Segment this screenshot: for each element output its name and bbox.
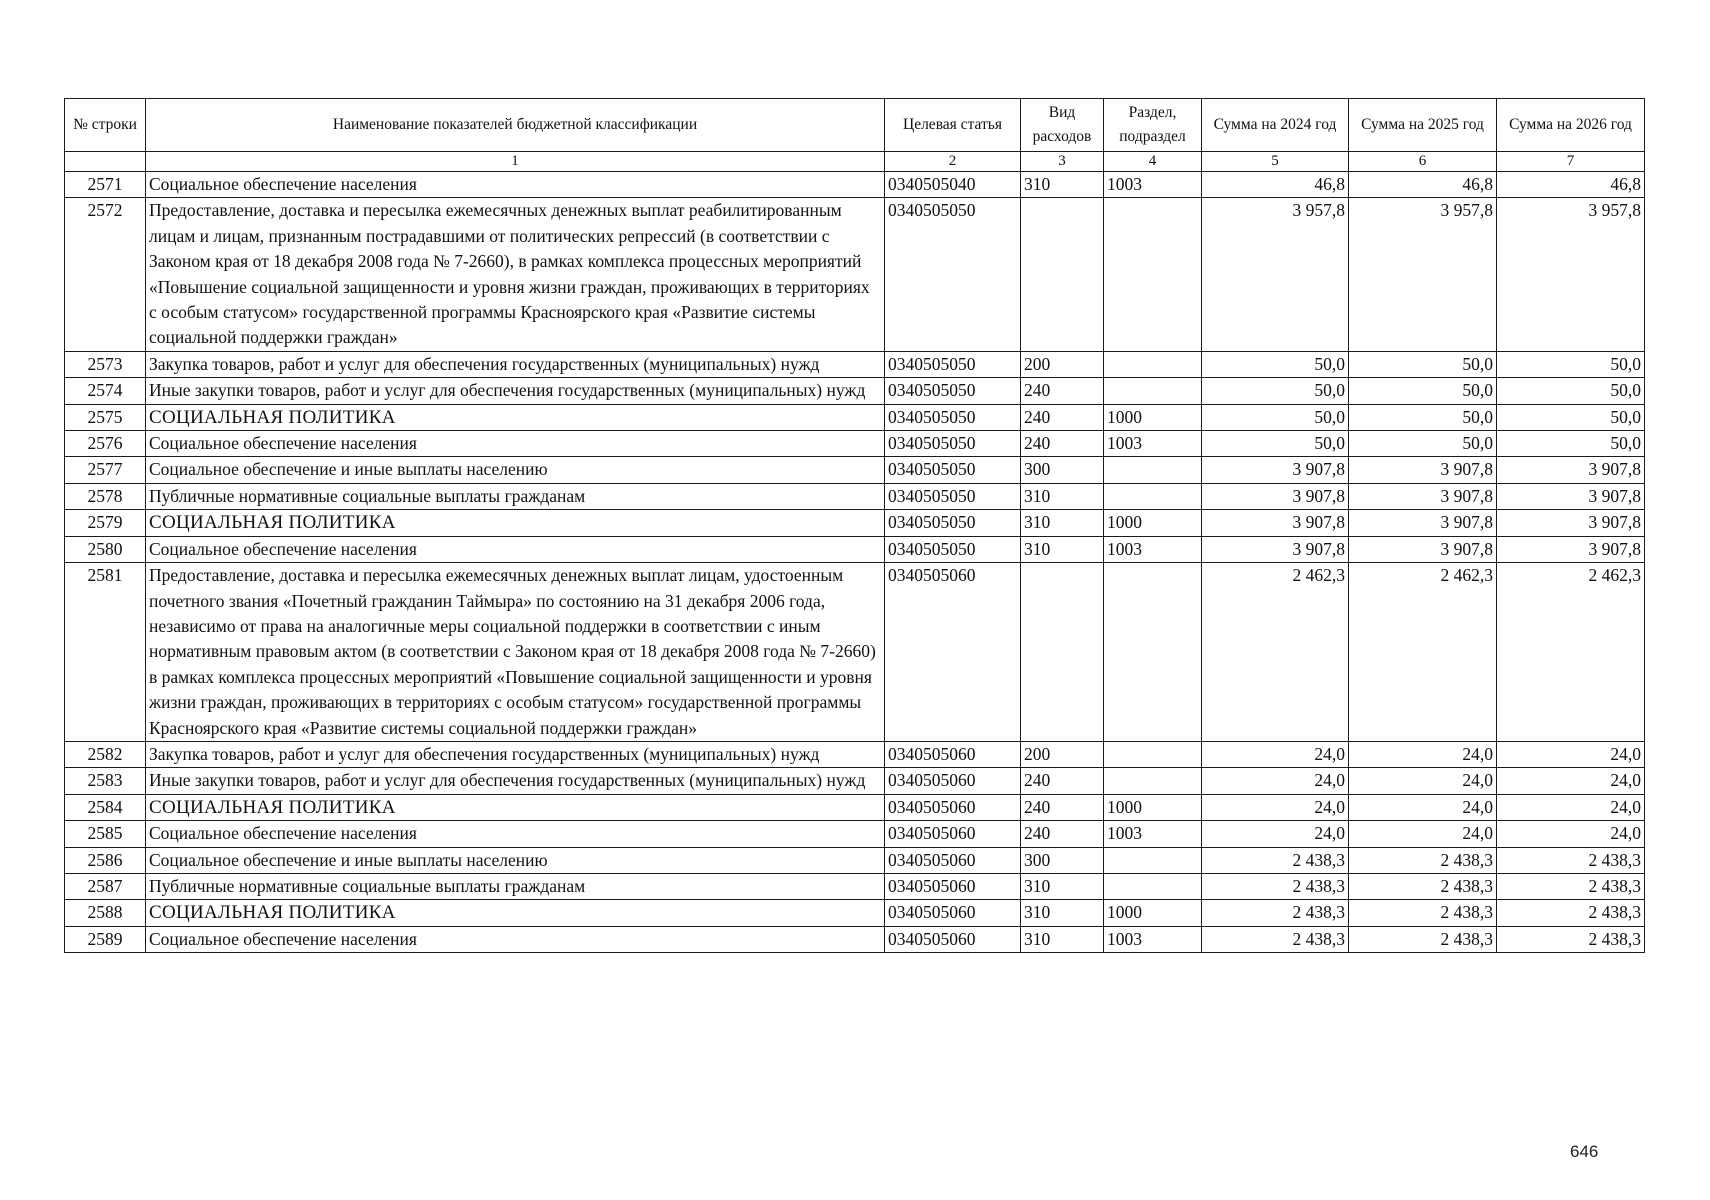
- sum-2025-cell: 3 907,8: [1349, 510, 1497, 536]
- header-row: [65, 99, 1645, 152]
- sum-2024-cell: 24,0: [1202, 741, 1349, 767]
- table-row: [65, 483, 1645, 509]
- table-row: [65, 926, 1645, 952]
- table-row: [65, 847, 1645, 873]
- sum-2024-cell: 2 438,3: [1202, 873, 1349, 899]
- header-row-no: № строки: [65, 99, 146, 152]
- section-cell: 1003: [1104, 536, 1202, 562]
- sum-2024-cell: 2 438,3: [1202, 900, 1349, 926]
- expense-kind-cell: 310: [1021, 900, 1104, 926]
- header-kind: Вид расходов: [1021, 99, 1104, 152]
- row-number-cell: 2582: [65, 741, 146, 767]
- table-row: [65, 172, 1645, 198]
- table-row: [65, 900, 1645, 926]
- target-article-cell: 0340505060: [885, 821, 1021, 847]
- sum-2024-cell: 24,0: [1202, 794, 1349, 820]
- indicator-name-cell: Предоставление, доставка и пересылка ежемесячных денежных выплат лицам, удостоенным почетного звания «Почетный гражданин Таймыра» по состоянию на 31 декабря 2006 года, независимо от права на аналогичные меры социальной поддержки в соответствии с иным нормативным правовым актом (в соответствии с Законом края от 18 декабря 2008 года № 7-2660) в рамках комплекса процессных мероприятий «Повышение социальной защищенности и уровня жизни граждан, проживающих в территориях с особым статусом» государственной программы Красноярского края «Развитие системы социальной поддержки граждан»: [146, 563, 885, 742]
- table-row: [65, 457, 1645, 483]
- sum-2024-cell: 2 438,3: [1202, 926, 1349, 952]
- row-number-cell: 2588: [65, 900, 146, 926]
- row-number-cell: 2581: [65, 563, 146, 742]
- expense-kind-cell: 300: [1021, 847, 1104, 873]
- expense-kind-cell: 240: [1021, 821, 1104, 847]
- sum-2025-cell: 3 907,8: [1349, 457, 1497, 483]
- sum-2025-cell: 24,0: [1349, 794, 1497, 820]
- sum-2025-cell: 2 438,3: [1349, 900, 1497, 926]
- row-number-cell: 2576: [65, 431, 146, 457]
- row-number-cell: 2589: [65, 926, 146, 952]
- table-row: [65, 536, 1645, 562]
- row-number-cell: 2580: [65, 536, 146, 562]
- sum-2024-cell: 50,0: [1202, 404, 1349, 430]
- target-article-cell: 0340505060: [885, 741, 1021, 767]
- sum-2026-cell: 2 438,3: [1497, 847, 1645, 873]
- indicator-name-cell: Публичные нормативные социальные выплаты гражданам: [146, 483, 885, 509]
- sum-2026-cell: 3 907,8: [1497, 536, 1645, 562]
- target-article-cell: 0340505050: [885, 457, 1021, 483]
- sum-2026-cell: 50,0: [1497, 351, 1645, 377]
- expense-kind-cell: 310: [1021, 483, 1104, 509]
- column-number: [65, 152, 146, 172]
- sum-2025-cell: 2 438,3: [1349, 873, 1497, 899]
- row-number-cell: 2571: [65, 172, 146, 198]
- row-number-cell: 2579: [65, 510, 146, 536]
- sum-2026-cell: 46,8: [1497, 172, 1645, 198]
- sum-2024-cell: 3 907,8: [1202, 483, 1349, 509]
- section-cell: [1104, 873, 1202, 899]
- section-cell: 1003: [1104, 821, 1202, 847]
- row-number-cell: 2572: [65, 198, 146, 351]
- sum-2026-cell: 50,0: [1497, 378, 1645, 404]
- section-cell: [1104, 457, 1202, 483]
- table-row: [65, 563, 1645, 742]
- sum-2026-cell: 24,0: [1497, 768, 1645, 794]
- row-number-cell: 2583: [65, 768, 146, 794]
- sum-2026-cell: 50,0: [1497, 431, 1645, 457]
- expense-kind-cell: 240: [1021, 378, 1104, 404]
- section-cell: 1000: [1104, 794, 1202, 820]
- section-cell: [1104, 768, 1202, 794]
- section-cell: 1003: [1104, 926, 1202, 952]
- sum-2025-cell: 3 957,8: [1349, 198, 1497, 351]
- target-article-cell: 0340505060: [885, 926, 1021, 952]
- indicator-name-cell: Иные закупки товаров, работ и услуг для обеспечения государственных (муниципальных) нужд: [146, 378, 885, 404]
- indicator-name-cell: Социальное обеспечение населения: [146, 431, 885, 457]
- expense-kind-cell: 300: [1021, 457, 1104, 483]
- sum-2024-cell: 3 907,8: [1202, 536, 1349, 562]
- sum-2026-cell: 24,0: [1497, 741, 1645, 767]
- expense-kind-cell: 200: [1021, 741, 1104, 767]
- indicator-name-cell: СОЦИАЛЬНАЯ ПОЛИТИКА: [146, 900, 885, 926]
- target-article-cell: 0340505050: [885, 378, 1021, 404]
- sum-2026-cell: 3 957,8: [1497, 198, 1645, 351]
- header-section: Раздел, подраздел: [1104, 99, 1202, 152]
- expense-kind-cell: 240: [1021, 404, 1104, 430]
- sum-2025-cell: 3 907,8: [1349, 536, 1497, 562]
- table-row: [65, 741, 1645, 767]
- expense-kind-cell: 240: [1021, 431, 1104, 457]
- sum-2024-cell: 3 907,8: [1202, 457, 1349, 483]
- sum-2024-cell: 2 462,3: [1202, 563, 1349, 742]
- row-number-cell: 2586: [65, 847, 146, 873]
- indicator-name-cell: Публичные нормативные социальные выплаты гражданам: [146, 873, 885, 899]
- indicator-name-cell: Закупка товаров, работ и услуг для обеспечения государственных (муниципальных) нужд: [146, 741, 885, 767]
- expense-kind-cell: 240: [1021, 768, 1104, 794]
- sum-2025-cell: 24,0: [1349, 741, 1497, 767]
- header-target: Целевая статья: [885, 99, 1021, 152]
- target-article-cell: 0340505050: [885, 431, 1021, 457]
- expense-kind-cell: 200: [1021, 351, 1104, 377]
- indicator-name-cell: Социальное обеспечение населения: [146, 821, 885, 847]
- sum-2025-cell: 2 462,3: [1349, 563, 1497, 742]
- sum-2024-cell: 2 438,3: [1202, 847, 1349, 873]
- sum-2024-cell: 50,0: [1202, 431, 1349, 457]
- column-number: 6: [1349, 152, 1497, 172]
- sum-2025-cell: 24,0: [1349, 768, 1497, 794]
- row-number-cell: 2587: [65, 873, 146, 899]
- sum-2025-cell: 2 438,3: [1349, 926, 1497, 952]
- page-number: 646: [1570, 1142, 1599, 1161]
- table-row: [65, 198, 1645, 351]
- expense-kind-cell: 240: [1021, 794, 1104, 820]
- column-number: 2: [885, 152, 1021, 172]
- target-article-cell: 0340505050: [885, 404, 1021, 430]
- sum-2025-cell: 46,8: [1349, 172, 1497, 198]
- sum-2026-cell: 24,0: [1497, 794, 1645, 820]
- indicator-name-cell: СОЦИАЛЬНАЯ ПОЛИТИКА: [146, 404, 885, 430]
- sum-2026-cell: 2 438,3: [1497, 873, 1645, 899]
- target-article-cell: 0340505050: [885, 351, 1021, 377]
- table-row: [65, 794, 1645, 820]
- table-row: [65, 404, 1645, 430]
- indicator-name-cell: Закупка товаров, работ и услуг для обеспечения государственных (муниципальных) нужд: [146, 351, 885, 377]
- column-number: 7: [1497, 152, 1645, 172]
- sum-2024-cell: 24,0: [1202, 821, 1349, 847]
- section-cell: [1104, 847, 1202, 873]
- expense-kind-cell: [1021, 198, 1104, 351]
- section-cell: [1104, 198, 1202, 351]
- indicator-name-cell: Социальное обеспечение населения: [146, 172, 885, 198]
- target-article-cell: 0340505040: [885, 172, 1021, 198]
- section-cell: [1104, 351, 1202, 377]
- indicator-name-cell: Социальное обеспечение и иные выплаты населению: [146, 847, 885, 873]
- sum-2024-cell: 24,0: [1202, 768, 1349, 794]
- target-article-cell: 0340505060: [885, 768, 1021, 794]
- expense-kind-cell: 310: [1021, 873, 1104, 899]
- section-cell: 1003: [1104, 431, 1202, 457]
- section-cell: 1000: [1104, 510, 1202, 536]
- header-sum-2024: Сумма на 2024 год: [1202, 99, 1349, 152]
- sum-2025-cell: 50,0: [1349, 351, 1497, 377]
- sum-2026-cell: 3 907,8: [1497, 483, 1645, 509]
- table-row: [65, 821, 1645, 847]
- sum-2026-cell: 3 907,8: [1497, 510, 1645, 536]
- column-number: 1: [146, 152, 885, 172]
- target-article-cell: 0340505060: [885, 847, 1021, 873]
- budget-table: [64, 98, 1645, 953]
- sum-2025-cell: 50,0: [1349, 431, 1497, 457]
- column-number: 4: [1104, 152, 1202, 172]
- row-number-cell: 2573: [65, 351, 146, 377]
- row-number-cell: 2584: [65, 794, 146, 820]
- column-number-row: [65, 152, 1645, 172]
- header-name: Наименование показателей бюджетной классификации: [146, 99, 885, 152]
- column-number: 5: [1202, 152, 1349, 172]
- section-cell: [1104, 563, 1202, 742]
- sum-2025-cell: 3 907,8: [1349, 483, 1497, 509]
- sum-2026-cell: 3 907,8: [1497, 457, 1645, 483]
- sum-2025-cell: 50,0: [1349, 404, 1497, 430]
- table-body: [65, 172, 1645, 953]
- indicator-name-cell: Социальное обеспечение населения: [146, 536, 885, 562]
- sum-2024-cell: 3 907,8: [1202, 510, 1349, 536]
- sum-2026-cell: 2 438,3: [1497, 900, 1645, 926]
- target-article-cell: 0340505060: [885, 794, 1021, 820]
- expense-kind-cell: 310: [1021, 926, 1104, 952]
- row-number-cell: 2574: [65, 378, 146, 404]
- header-sum-2025: Сумма на 2025 год: [1349, 99, 1497, 152]
- table-row: [65, 378, 1645, 404]
- target-article-cell: 0340505050: [885, 510, 1021, 536]
- indicator-name-cell: Иные закупки товаров, работ и услуг для обеспечения государственных (муниципальных) нужд: [146, 768, 885, 794]
- sum-2026-cell: 2 462,3: [1497, 563, 1645, 742]
- target-article-cell: 0340505060: [885, 563, 1021, 742]
- section-cell: [1104, 483, 1202, 509]
- sum-2026-cell: 2 438,3: [1497, 926, 1645, 952]
- sum-2025-cell: 2 438,3: [1349, 847, 1497, 873]
- sum-2025-cell: 50,0: [1349, 378, 1497, 404]
- column-number: 3: [1021, 152, 1104, 172]
- sum-2025-cell: 24,0: [1349, 821, 1497, 847]
- indicator-name-cell: Социальное обеспечение населения: [146, 926, 885, 952]
- table-row: [65, 768, 1645, 794]
- section-cell: [1104, 741, 1202, 767]
- target-article-cell: 0340505050: [885, 198, 1021, 351]
- section-cell: 1003: [1104, 172, 1202, 198]
- table-row: [65, 431, 1645, 457]
- sum-2026-cell: 50,0: [1497, 404, 1645, 430]
- sum-2024-cell: 46,8: [1202, 172, 1349, 198]
- target-article-cell: 0340505060: [885, 873, 1021, 899]
- sum-2026-cell: 24,0: [1497, 821, 1645, 847]
- expense-kind-cell: [1021, 563, 1104, 742]
- row-number-cell: 2575: [65, 404, 146, 430]
- indicator-name-cell: СОЦИАЛЬНАЯ ПОЛИТИКА: [146, 794, 885, 820]
- section-cell: 1000: [1104, 900, 1202, 926]
- row-number-cell: 2577: [65, 457, 146, 483]
- sum-2024-cell: 50,0: [1202, 378, 1349, 404]
- expense-kind-cell: 310: [1021, 172, 1104, 198]
- row-number-cell: 2585: [65, 821, 146, 847]
- expense-kind-cell: 310: [1021, 510, 1104, 536]
- table-row: [65, 351, 1645, 377]
- indicator-name-cell: Предоставление, доставка и пересылка ежемесячных денежных выплат реабилитированным лицам и лицам, признанным пострадавшими от политических репрессий (в соответствии с Законом края от 18 декабря 2008 года № 7-2660), в рамках комплекса процессных мероприятий «Повышение социальной защищенности и уровня жизни граждан, проживающих в территориях с особым статусом» государственной программы Красноярского края «Развитие системы социальной поддержки граждан»: [146, 198, 885, 351]
- section-cell: 1000: [1104, 404, 1202, 430]
- target-article-cell: 0340505050: [885, 483, 1021, 509]
- table-row: [65, 873, 1645, 899]
- indicator-name-cell: Социальное обеспечение и иные выплаты населению: [146, 457, 885, 483]
- sum-2024-cell: 3 957,8: [1202, 198, 1349, 351]
- target-article-cell: 0340505050: [885, 536, 1021, 562]
- indicator-name-cell: СОЦИАЛЬНАЯ ПОЛИТИКА: [146, 510, 885, 536]
- section-cell: [1104, 378, 1202, 404]
- header-sum-2026: Сумма на 2026 год: [1497, 99, 1645, 152]
- expense-kind-cell: 310: [1021, 536, 1104, 562]
- row-number-cell: 2578: [65, 483, 146, 509]
- target-article-cell: 0340505060: [885, 900, 1021, 926]
- table-row: [65, 510, 1645, 536]
- sum-2024-cell: 50,0: [1202, 351, 1349, 377]
